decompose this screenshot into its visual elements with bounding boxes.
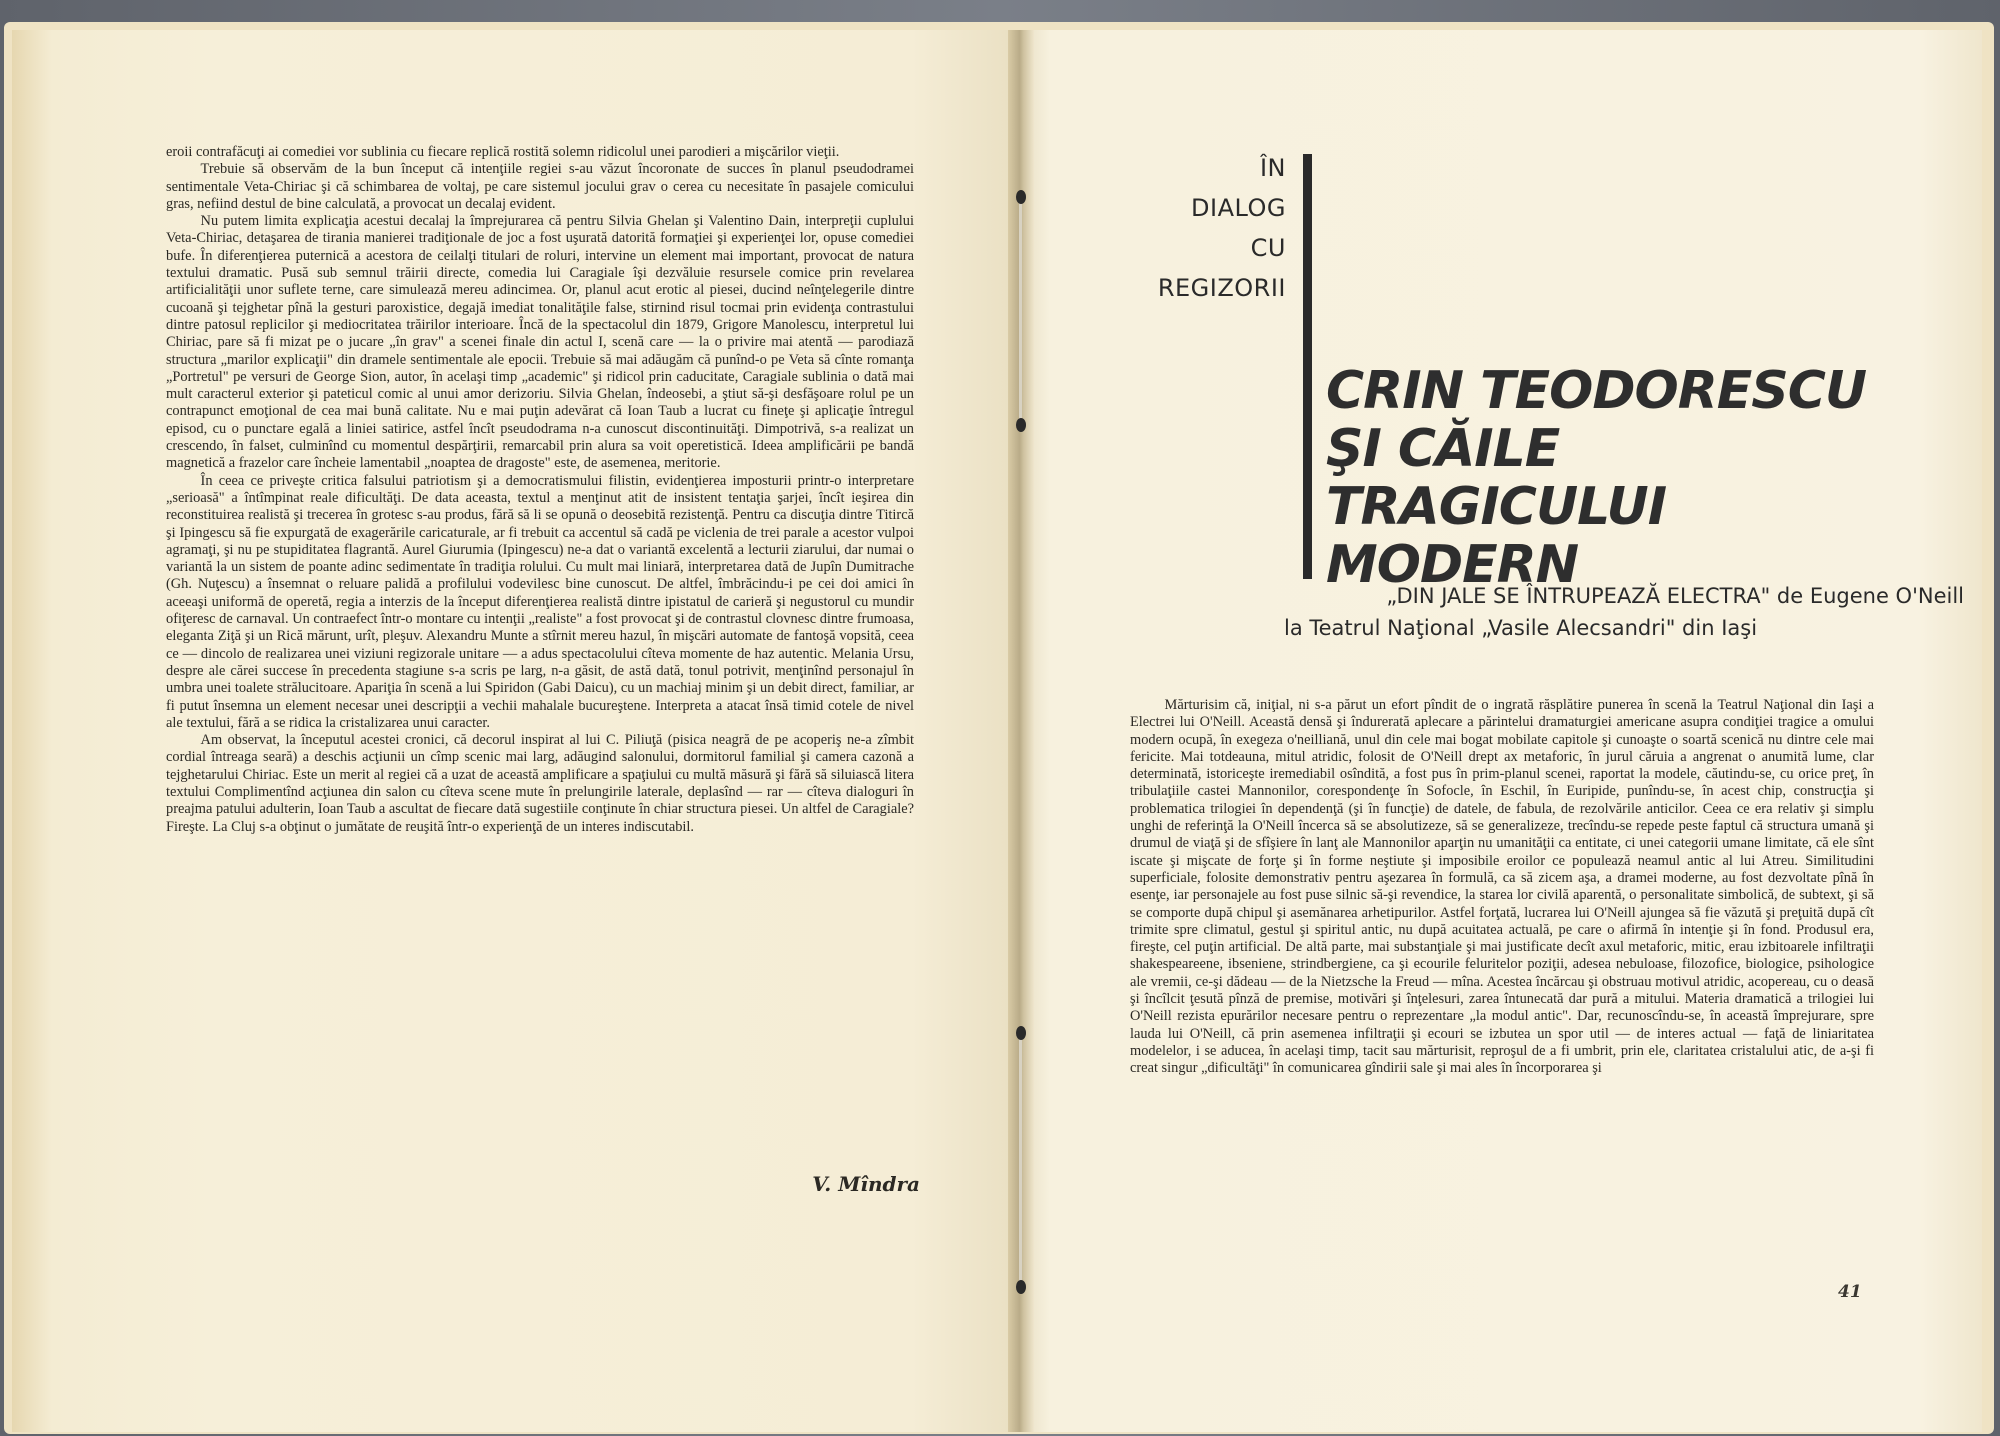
article-headline bbox=[1326, 362, 1926, 594]
vertical-rule bbox=[1303, 154, 1312, 579]
paragraph: Am observat, la începutul acestei cronici, că decorul inspirat al lui C. Piliuţă (pisica neagră de pe acoperiş ne-a zîmbit cordial întreaga seară) a deschis acţiunii un cîmp scenic mai larg, adăugind salonului, dormitorul familial şi camera cazonă a tejghetarului Chiriac. Este un merit al regiei că a uzat de această amplificare a spaţiului cu multă măsură şi fără să siluiască litera textului Complimentînd acţiunea din salon cu cîteva scene mute în prelungirile laterale, deplasînd — rar — cîteva dialoguri în preajma patului adulterin, Ioan Taub a ascultat de fiecare dată sugestiile conţinute în chiar structura piesei. Un altfel de Caragiale? Fireşte. La Cluj s-a obţinut o jumătate de reuşită într-o experienţă de un interes indiscutabil. bbox=[166, 732, 914, 835]
author-signature: V. Mîndra bbox=[812, 1172, 920, 1196]
rubric-line: CU bbox=[1250, 234, 1286, 262]
rubric-line: DIALOG bbox=[1191, 194, 1286, 222]
headline-line: TRAGICULUI MODERN bbox=[1326, 477, 1667, 595]
paragraph: Trebuie să observăm de la bun început că intenţiile regiei s-au văzut încoronate de succes în planul pseudodramei sentimentale Veta-Chiriac şi că schimbarea de voltaj, pe care sistemul jocului grav o cerea cu necesitate în pasajele comicului gras, nefiind destul de bine calculată, a provocat un decalaj evident. bbox=[166, 161, 914, 212]
paragraph: Mărturisim că, iniţial, ni s-a părut un efort pîndit de o ingrată răsplătire punerea în scenă la Teatrul Naţional din Iaşi a Electrei lui O'Neill. Această densă şi îndurerată aplecare a părintelui dramaturgiei americane asupra condiţiei tragice a omului modern ocupă, în exegeza o'neilliană, unul din cele mai bogat mobilate capitole şi cunoaşte o soartă scenică nu dintre cele mai fericite. Mai totdeauna, mitul atridic, folosit de O'Neill drept ax metaforic, în jurul căruia a angrenat o anumită lume, clar determinată, istoriceşte iremediabil osîndită, a fost pus în prim-planul scenei, raportat la modele, căutindu-se, cu orice preţ, în tribulaţiile castei Mannonilor, corespondenţe în Sofocle, în Eschil, în Euripide, punîndu-se, în acest chip, construcţia şi problematica trilogiei în dependenţă (şi în funcţie) de datele, de fabula, de rezolvările anticilor. Ceea ce era relativ şi simplu unghi de referinţă la O'Neill încerca să se absolutizeze, să se generalizeze, trecîndu-se repede peste faptul că structura umană şi drumul de viaţă şi de sfîşiere în lanţ ale Mannonilor aparţin nu umanităţii ca entitate, ci unei categorii umane limitate, că ele sînt iscate şi mişcate de forţe şi în forme neştiute şi imposibile eroilor ce populează neamul antic al lui Atreu. Similitudini superficiale, folosite demonstrativ pentru aşezarea în formulă, ca să zicem aşa, a dramei moderne, au fost dezvoltate pînă în esenţe, iar personajele au fost puse silnic să-şi revendice, la starea lor civilă aparentă, o personalitate simbolică, de subtext, şi să se comporte după chipul şi asemănarea arhetipurilor. Astfel forţată, lucrarea lui O'Neill ajungea să fie văzută şi preţuită după cît trimite spre climatul, gestul şi spiritul antic, nu după acuitatea actuală, pe care o afirmă în intenţie şi în fond. Produsul era, fireşte, cel puţin artificial. De altă parte, mai substanţiale şi mai justificate decît axul metaforic, mitic, erau izbitoarele infiltraţii shakespeareene, ibseniene, strindbergiene, ca şi ecourile feluritelor poziţii, adesea nebuloase, filozofice, biologice, psihologice ale vremii, ce-şi dădeau — de la Nietzsche la Freud — mîna. Acestea încărcau şi obstruau motivul atridic, acopereau, cu o deasă şi încîlcit ţesută pînză de premise, motivări şi înţelesuri, zarea întunecată dar pură a mitului. Materia dramatică a trilogiei lui O'Neill rezista epurărilor necesare pentru o reprezentare „la modul antic". Dar, recunoscîndu-se, în această împrejurare, spre lauda lui O'Neill, că prin asemenea infiltraţii şi ecouri se izbutea un spor util — de interes actual — faţă de liniaritatea modelelor, i se aducea, în acelaşi timp, tacit sau mărturisit, reproşul de a fi umbrit, prin ele, claritatea cristalului atic, de a-şi fi creat singur „dificultăţi" în comunicarea gîndirii sale şi mai ales în încorporarea şi bbox=[1130, 697, 1874, 1077]
binding-thread-upper bbox=[1019, 196, 1022, 426]
paragraph: În ceea ce priveşte critica falsului patriotism şi a democratismului filistin, evidenţierea imposturii printr-o interpretare „serioasă" a întîmpinat reale dificultăţi. De data aceasta, textul a menţinut atit de insistent tentaţia şarjei, încît ieşirea din reconstituirea realistă şi trecerea în grotesc s-au produs, fără să li se opună o deosebită rezistenţă. Pentru ca discuţia dintre Titircă şi Ipingescu să fie expurgată de exagerările caricaturale, ar fi trebuit ca accentul să cadă pe viclenia de trei parale a acestor vulpoi agramaţi, şi nu pe stupiditatea flagrantă. Aurel Giurumia (Ipingescu) ne-a dat o variantă excelentă a lecturii ziarului, dar numai o variantă la un sistem de poante adinc sedimentate în tradiţia rolului. Cu mult mai liniară, interpretarea dată de Jupîn Dumitrache (Gh. Nuţescu) a însemnat o reluare palidă a profilului vodevilesc bine cunoscut. De altfel, îmbrăcindu-i pe cei doi amici în aceeaşi uniformă de operetă, regia a interzis de la început diferenţierea realistă dintre ipistatul de carieră şi negustorul cu mundir ofiţeresc de carnaval. Un contraefect într-o montare cu intenţii „realiste" a fost provocat şi de contrastul clovnesc dintre frumoasa, eleganta Ziţă şi un Rică mărunt, urît, pleşuv. Alexandru Munte a stîrnit mereu hazul, în mişcări automate de fantoşă vopsită, ceea ce — dincolo de realizarea unei viziuni regizorale unitare — a adus spectacolului cîteva momente de haz autentic. Melania Ursu, despre ale cărei succese în precedenta stagiune s-a scris pe larg, n-a găsit, de astă dată, tonul potrivit, menţinînd personajul în umbra unei toalete strălucitoare. Apariţia în scenă a lui Spiridon (Gabi Daicu), cu un machiaj minim şi un debit direct, familiar, ar fi putut însemna un element necesar unei descripţii a vechii mahalale bucureştene. Interpreta a atacat însă timid cotele de nivel ale textului, fără a se ridica la cristalizarea unui caracter. bbox=[166, 472, 914, 731]
paragraph: eroii contrafăcuţi ai comediei vor sublinia cu fiecare replică rostită solemn ridicolul unei parodieri a mişcărilor vieţii. bbox=[166, 144, 840, 160]
right-article-body bbox=[1130, 697, 1874, 1078]
rubric-line: REGIZORII bbox=[1157, 274, 1286, 302]
headline-line: CRIN TEODORESCU bbox=[1326, 361, 1867, 421]
paragraph: Nu putem limita explicaţia acestui decalaj la împrejurarea că pentru Silvia Ghelan şi Valentino Dain, interpreţii cuplului Veta-Chiriac, detaşarea de tirania manierei tradiţionale de joc a fost uşurată datorită formaţiei şi experienţei lor, opuse comediei bufe. În diferenţierea puternică a acestora de ceilalţi titulari de roluri, intervine un element mai important, provocat de natura textului dramatic. Pusă sub semnul trăirii directe, comedia lui Caragiale îşi dezvăluie resursele comice prin revelarea artificialităţii unor suflete terne, care simulează mereu adincimea. Or, planul acut erotic al piesei, ducind neînţelegerile dintre cucoană şi tejghetar pînă la gesturi paroxistice, degajă imediat tonalităţile false, stirnind risul tocmai prin evidenţa contrastului dintre patosul replicilor şi mediocritatea trăirilor interioare. Încă de la spectacolul din 1879, Grigore Manolescu, interpretul lui Chiriac, pare să fi mizat pe o jucare „în grav" a scenei finale din actul I, scenă care — la o privire mai atentă — parodiază structura „marilor explicaţii" din dramele sentimentale ale epocii. Trebuie să mai adăugăm că punînd-o pe Veta să cînte romanţa „Portretul" pe versuri de George Sion, autor, în acelaşi timp „academic" şi ridicol prin caducitate, Caragiale sublinia o dată mai mult caracterul exterior şi pateticul comic al unui amor derizoriu. Silvia Ghelan, îndeosebi, a ştiut să-şi desfăşoare rolul pe un contrapunct emoţional de cea mai bună calitate. Nu e mai puţin adevărat că Ioan Taub a lucrat cu fineţe şi aplicaţie întregul episod, cu o punctare egală a liniei satirice, astfel încît pseudodrama n-a cunoscut discontinuităţi. Dimpotrivă, s-a realizat un crescendo, în falset, culminînd cu momentul despărţirii, remarcabil prin alura sa voit operetistică. Ideea amplificării pe bandă magnetică a frazelor care încheie lamentabil „noaptea de dragoste" este, de asemenea, meritorie. bbox=[166, 213, 914, 472]
binding-thread-lower bbox=[1019, 1034, 1022, 1284]
subhead-line: la Teatrul Naţional „Vasile Alecsandri" din Iaşi bbox=[1284, 616, 1758, 640]
left-article-body bbox=[166, 144, 914, 836]
section-rubric bbox=[1110, 148, 1286, 308]
binding-stitch bbox=[1016, 1280, 1026, 1294]
binding-stitch bbox=[1016, 190, 1026, 204]
page-number: 41 bbox=[1838, 1282, 1862, 1302]
binding-stitch bbox=[1016, 418, 1026, 432]
rubric-line: ÎN bbox=[1259, 154, 1286, 182]
binding-stitch bbox=[1016, 1026, 1026, 1040]
article-subheading bbox=[1284, 580, 1964, 644]
headline-line: ŞI CĂILE bbox=[1326, 419, 1560, 479]
subhead-line: „DIN JALE SE ÎNTRUPEAZĂ ELECTRA" de Eugene O'Neill bbox=[1386, 584, 1964, 608]
